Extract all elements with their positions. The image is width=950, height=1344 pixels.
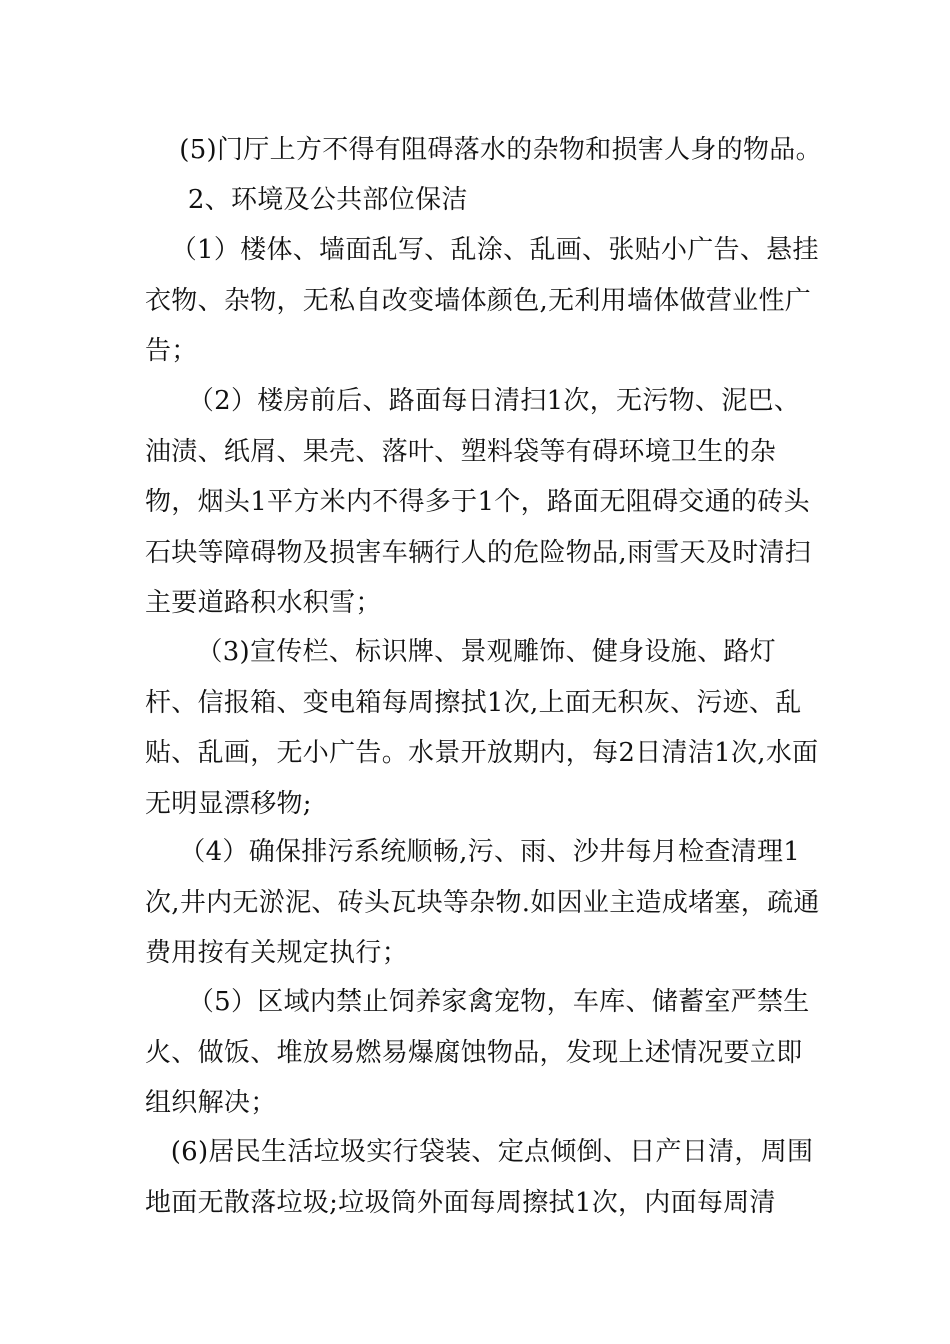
paragraph-facilities-wiping xyxy=(145,627,825,829)
paragraph-text: （3)宣传栏、标识牌、景观雕饰、健身设施、路灯杆、信报箱、变电箱每周擦拭1次,上面无积灰、污迹、乱贴、乱画，无小广告。水景开放期内，每2日清洁1次,水面无明显漂移物; xyxy=(145,637,819,819)
paragraph-text: (6)居民生活垃圾实行袋装、定点倾倒、日产日清，周围地面无散落垃圾;垃圾筒外面每周擦拭1次，内面每周清 xyxy=(145,1137,814,1218)
paragraph-indent xyxy=(145,235,171,265)
paragraph-building-walls xyxy=(145,225,825,377)
paragraph-text: （5）区域内禁止饲养家禽宠物，车库、储蓄室严禁生火、做饭、堆放易燃易爆腐蚀物品，发现上述情况要立即组织解决； xyxy=(145,987,810,1118)
paragraph-text: （1）楼体、墙面乱写、乱涂、乱画、张贴小广告、悬挂衣物、杂物，无私自改变墙体颜色,无利用墙体做营业性广告； xyxy=(145,235,819,366)
paragraph-indent xyxy=(145,837,171,867)
section-heading-text: 2、环境及公共部位保洁 xyxy=(179,185,468,215)
paragraph-indent xyxy=(145,185,179,215)
paragraph-indent xyxy=(145,987,179,1017)
paragraph-text: （2）楼房前后、路面每日清扫1次，无污物、泥巴、油渍、纸屑、果壳、落叶、塑料袋等有碍环境卫生的杂物，烟头1平方米内不得多于1个，路面无阻碍交通的砖头石块等障碍物及损害车辆行人的危险物品,雨雪天及时清扫主要道路积水积雪； xyxy=(145,386,812,618)
paragraph-indent xyxy=(145,135,179,165)
paragraph-door-hall xyxy=(145,125,825,176)
paragraph-indent xyxy=(145,386,179,416)
paragraph-household-garbage xyxy=(145,1127,825,1228)
paragraph-text: (5)门厅上方不得有阻碍落水的杂物和损害人身的物品。 xyxy=(179,135,822,165)
paragraph-indent xyxy=(145,637,179,667)
section-heading-environment xyxy=(145,175,825,226)
paragraph-road-cleaning xyxy=(145,376,825,629)
paragraph-pets-fire-ban xyxy=(145,977,825,1129)
paragraph-drainage-system xyxy=(145,827,825,979)
paragraph-indent xyxy=(145,1137,171,1167)
paragraph-text: （4）确保排污系统顺畅,污、雨、沙井每月检查清理1次,井内无淤泥、砖头瓦块等杂物.如因业主造成堵塞，疏通费用按有关规定执行； xyxy=(145,837,820,968)
